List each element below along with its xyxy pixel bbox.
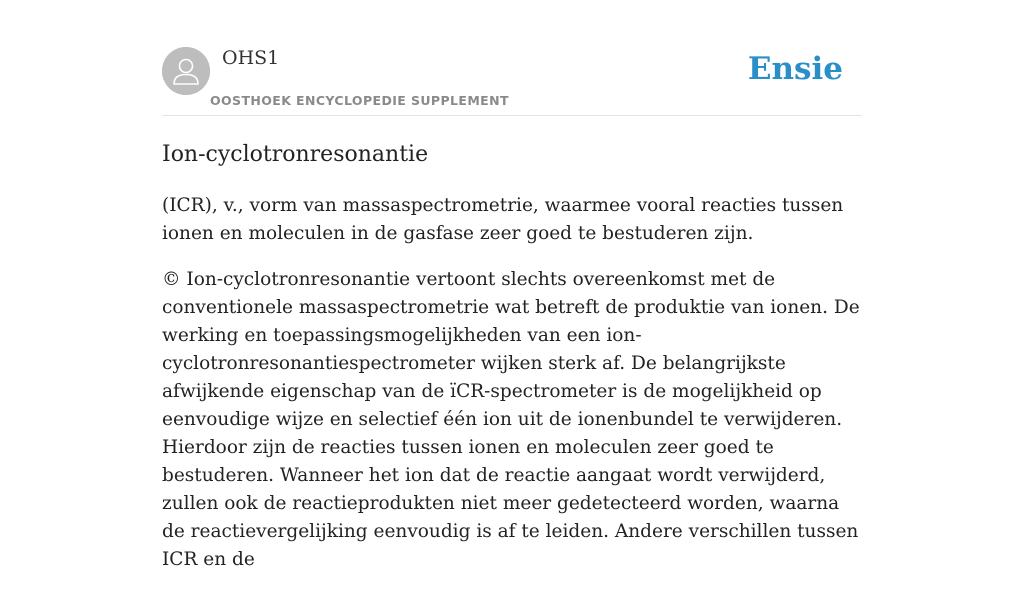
ensie-logo[interactable]: Ensie [747, 51, 843, 87]
article-paragraph: © Ion-cyclotronresonantie vertoont slechts overeenkomst met de conventionele massaspectrometrie wat betreft de produktie van ionen. De werking en toepassingsmogelijkheden van een ion-cyclotronresonantiespectrometer wijken sterk af. De belangrijkste afwijkende eigenschap van de ïCR-spectrometer is de mogelijkheid op eenvoudige wijze en selectief één ion uit de ionenbundel te verwijderen. Hierdoor zijn de reacties tussen ionen en moleculen zeer goed te bestuderen. Wanneer het ion dat de reactie aangaat wordt verwijderd, zullen ook de reactieprodukten niet meer gedetecteerd worden, waarna de reactievergelijking eenvoudig is af te leiden. Andere verschillen tussen ICR en de [162, 269, 860, 570]
article-paragraph: (ICR), v., vorm van massaspectrometrie, waarmee vooral reacties tussen ionen en moleculen in de gasfase zeer goed te bestuderen zijn. [162, 195, 844, 244]
avatar[interactable] [162, 47, 210, 95]
user-silhouette-icon [162, 47, 210, 95]
article [162, 140, 867, 592]
source-header [162, 46, 862, 116]
source-code[interactable]: OHS1 [222, 47, 280, 69]
source-name[interactable]: OOSTHOEK ENCYCLOPEDIE SUPPLEMENT [210, 93, 509, 108]
header-divider [162, 115, 862, 116]
article-title: Ion-cyclotronresonantie [162, 142, 429, 167]
